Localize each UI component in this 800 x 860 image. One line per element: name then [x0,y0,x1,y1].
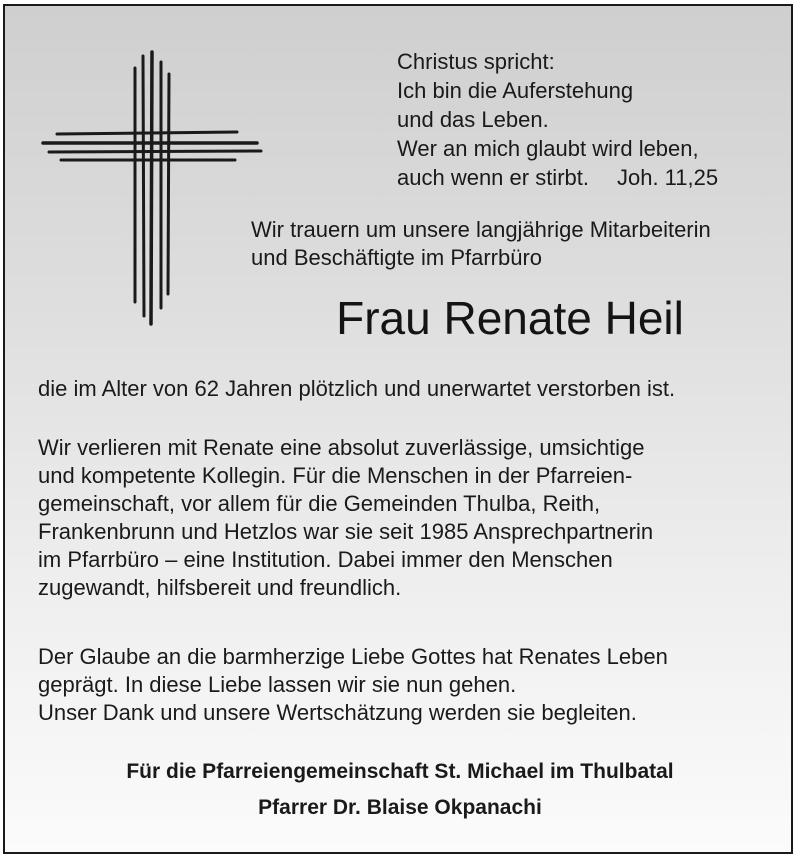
obituary-card [3,4,793,854]
paragraph-line: Unser Dank und unsere Wertschätzung werden sie begleiten. [38,700,637,725]
intro-line: Wir trauern um unsere langjährige Mitarbeiterin [251,217,711,242]
signature-pastor: Pfarrer Dr. Blaise Okpanachi [258,796,542,819]
paragraph-line: geprägt. In diese Liebe lassen wir sie nun gehen. [38,672,517,697]
quote-reference: Joh. 11,25 [616,165,719,190]
paragraph-line: gemeinschaft, vor allem für die Gemeinden Thulba, Reith, [38,491,601,516]
tribute-paragraph [38,434,783,602]
paragraph-line: Der Glaube an die barmherzige Liebe Gottes hat Renates Leben [38,644,668,669]
paragraph-line: und kompetente Kollegin. Für die Menschen in der Pfarreien- [38,463,633,488]
intro-line: und Beschäftigte im Pfarrbüro [251,245,543,270]
paragraph-line: Wir verlieren mit Renate eine absolut zuverlässige, umsichtige [38,435,645,460]
age-paragraph [38,375,783,403]
faith-paragraph [38,643,783,727]
intro-text [251,216,781,272]
deceased-name: Frau Renate Heil [336,292,684,344]
cross-icon [39,46,265,328]
paragraph-line: Frankenbrunn und Hetzlos war sie seit 1985 Ansprechpartnerin [38,519,654,544]
paragraph-line: zugewandt, hilfsbereit und freundlich. [38,575,402,600]
quote-line: Christus spricht: [397,49,555,74]
paragraph-line: im Pfarrbüro – eine Institution. Dabei immer den Menschen [38,547,613,572]
age-line: die im Alter von 62 Jahren plötzlich und unerwartet verstorben ist. [38,376,676,401]
quote-line-last [397,163,757,192]
bible-quote [397,47,757,192]
quote-line: Wer an mich glaubt wird leben, [397,136,699,161]
signature-organization: Für die Pfarreiengemeinschaft St. Michael im Thulbatal [126,760,674,783]
quote-line: Ich bin die Auferstehung [397,78,634,103]
quote-line: auch wenn er stirbt. [397,165,589,190]
quote-line: und das Leben. [397,107,549,132]
